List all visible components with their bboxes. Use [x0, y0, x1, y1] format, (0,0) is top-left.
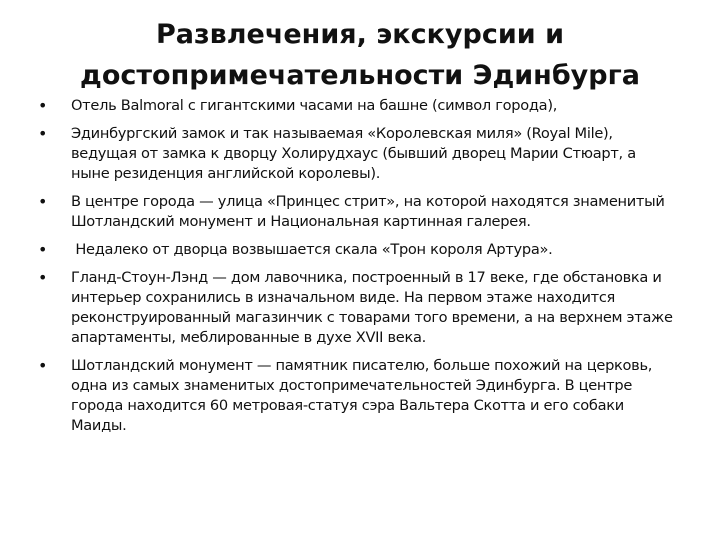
bullet-text: Отель Balmoral с гигантскими часами на башне (символ города), [71, 97, 558, 114]
bullet-list [38, 96, 678, 444]
bullet-text: Эдинбургский замок и так называемая «Королевская миля» (Royal Mile), ведущая от замка к дворцу Холирудхаус (бывший дворец Марии Стюарт, а ныне резиденция английской королевы). [71, 125, 636, 182]
bullet-text: Недалеко от дворца возвышается скала «Трон короля Артура». [71, 241, 553, 258]
bullet-marker: • [38, 96, 48, 115]
slide-title: Развлечения, экскурсии и достопримечательности Эдинбурга [80, 19, 640, 91]
bullet-text: Шотландский монумент — памятник писателю, больше похожий на церковь, одна из самых знаменитых достопримечательностей Эдинбурга. В центре города находится 60 метровая-статуя сэра Вальтера Скотта и его собаки Маиды. [71, 357, 653, 434]
bullet-item-arthurs-seat [38, 240, 678, 260]
bullet-marker: • [38, 268, 48, 287]
bullet-item-gladstones-land [38, 268, 678, 348]
bullet-item-edinburgh-castle [38, 124, 678, 184]
bullet-text: Гланд-Стоун-Лэнд — дом лавочника, построенный в 17 веке, где обстановка и интерьер сохранились в изначальном виде. На первом этаже находится реконструированный магазинчик с товарами того времени, а на верхнем этаже апартаменты, меблированные в духе XVII века. [71, 269, 673, 346]
bullet-item-scott-monument [38, 356, 678, 436]
bullet-item-princes-street [38, 192, 678, 232]
bullet-marker: • [38, 192, 48, 211]
bullet-marker: • [38, 240, 48, 259]
bullet-item-balmoral [38, 96, 678, 116]
bullet-text: В центре города — улица «Принцес стрит», на которой находятся знаменитый Шотландский монумент и Национальная картинная галерея. [71, 193, 665, 230]
bullet-marker: • [38, 356, 48, 375]
bullet-marker: • [38, 124, 48, 143]
